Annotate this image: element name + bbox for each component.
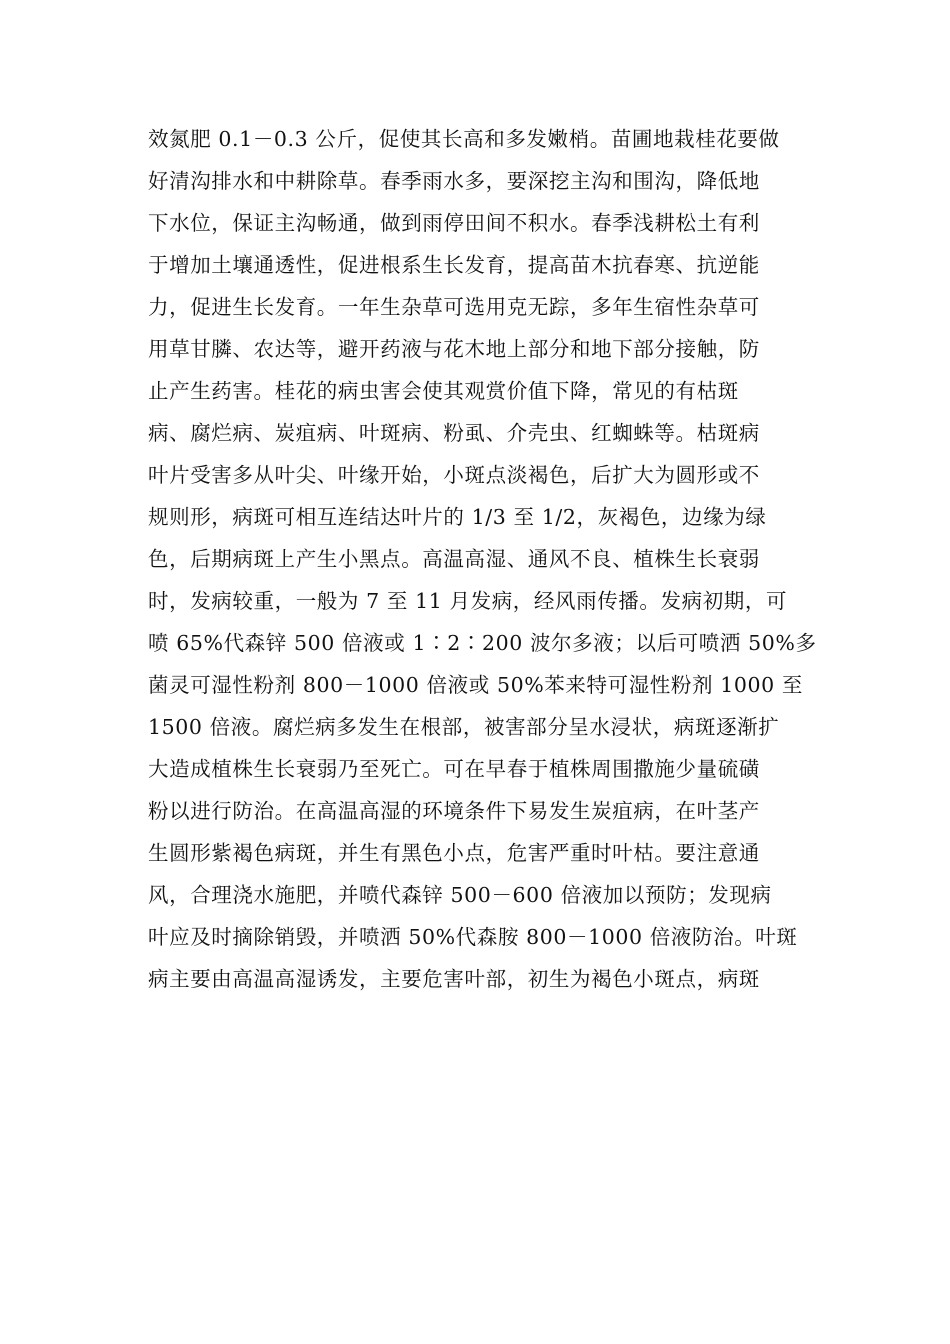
text-line: 用草甘膦、农达等，避开药液与花木地上部分和地下部分接触，防	[148, 337, 760, 361]
text-line: 规则形，病斑可相互连结达叶片的 1/3 至 1/2，灰褐色，边缘为绿	[148, 505, 767, 529]
text-line: 病主要由高温高湿诱发，主要危害叶部，初生为褐色小斑点，病斑	[148, 967, 760, 991]
text-line: 大造成植株生长衰弱乃至死亡。可在早春于植株周围撒施少量硫磺	[148, 757, 760, 781]
text-line: 好清沟排水和中耕除草。春季雨水多，要深挖主沟和围沟，降低地	[148, 169, 760, 193]
text-line: 于增加土壤通透性，促进根系生长发育，提高苗木抗春寒、抗逆能	[148, 253, 760, 277]
text-line: 生圆形紫褐色病斑，并生有黑色小点，危害严重时叶枯。要注意通	[148, 841, 760, 865]
text-line: 下水位，保证主沟畅通，做到雨停田间不积水。春季浅耕松土有利	[148, 211, 760, 235]
text-line: 病、腐烂病、炭疽病、叶斑病、粉虱、介壳虫、红蜘蛛等。枯斑病	[148, 421, 760, 445]
text-line: 叶片受害多从叶尖、叶缘开始，小斑点淡褐色，后扩大为圆形或不	[148, 463, 760, 487]
text-line: 风，合理浇水施肥，并喷代森锌 500－600 倍液加以预防；发现病	[148, 883, 772, 907]
text-line: 菌灵可湿性粉剂 800－1000 倍液或 50%苯来特可湿性粉剂 1000 至	[148, 673, 804, 697]
text-line: 力，促进生长发育。一年生杂草可选用克无踪，多年生宿性杂草可	[148, 295, 760, 319]
text-line: 效氮肥 0.1－0.3 公斤，促使其长高和多发嫩梢。苗圃地栽桂花要做	[148, 127, 780, 151]
text-line: 止产生药害。桂花的病虫害会使其观赏价值下降，常见的有枯斑	[148, 379, 739, 403]
text-line: 叶应及时摘除销毁，并喷洒 50%代森胺 800－1000 倍液防治。叶斑	[148, 925, 798, 949]
text-line: 喷 65%代森锌 500 倍液或 1∶2∶200 波尔多液；以后可喷洒 50%多	[148, 631, 817, 655]
text-line: 1500 倍液。腐烂病多发生在根部，被害部分呈水浸状，病斑逐渐扩	[148, 715, 780, 739]
text-line: 粉以进行防治。在高温高湿的环境条件下易发生炭疽病，在叶茎产	[148, 799, 760, 823]
text-line: 色，后期病斑上产生小黑点。高温高湿、通风不良、植株生长衰弱	[148, 547, 760, 571]
body-text	[148, 118, 817, 1000]
text-line: 时，发病较重，一般为 7 至 11 月发病，经风雨传播。发病初期，可	[148, 589, 788, 613]
